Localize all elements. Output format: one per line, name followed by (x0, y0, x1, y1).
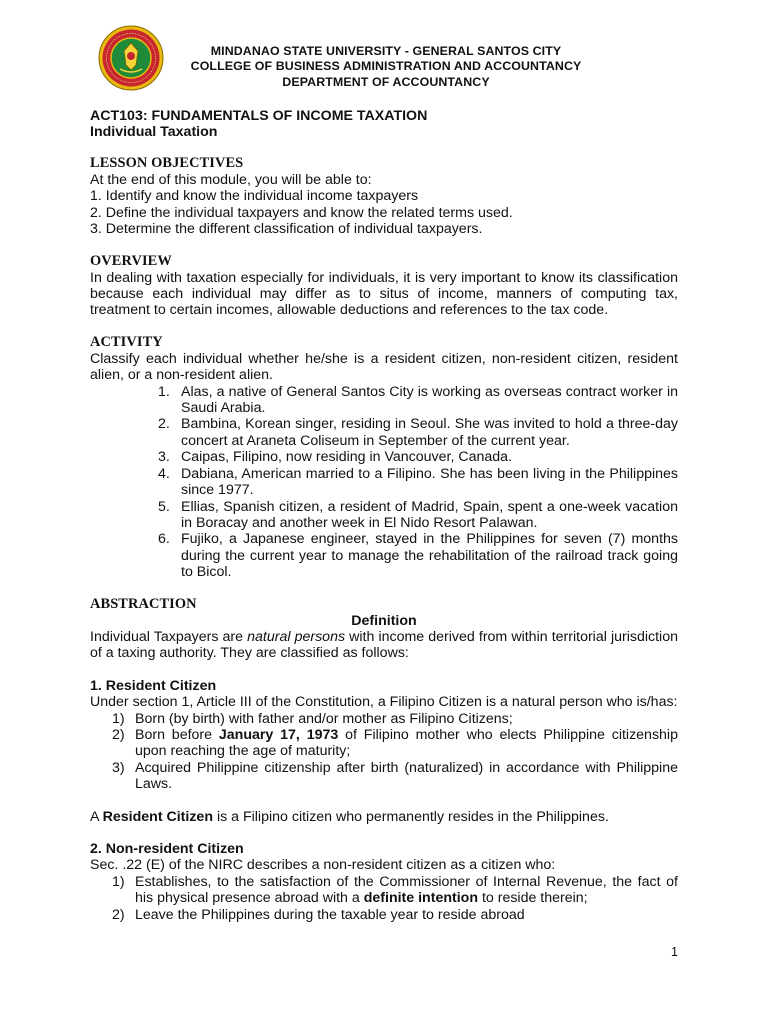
page-number: 1 (671, 945, 678, 959)
course-subtitle: Individual Taxation (90, 124, 218, 140)
activity-item: 3. Caipas, Filipino, now residing in Vancouver, Canada. (158, 449, 512, 466)
abstraction-heading: ABSTRACTION (90, 595, 197, 612)
nonresident-citizen-list (90, 874, 678, 923)
course-title: ACT103: FUNDAMENTALS OF INCOME TAXATION (90, 108, 428, 124)
resident-citizen-heading: 1. Resident Citizen (90, 677, 217, 694)
activity-list (90, 384, 678, 581)
objective-item: 3. Determine the different classification of individual taxpayers. (90, 221, 483, 238)
overview-text: In dealing with taxation especially for individuals, it is very important to know its classification because each individual may differ as to situs of income, manners of computing tax, treatment to certain incomes, allowable deductions and references to the tax code. (90, 269, 678, 319)
department-name: DEPARTMENT OF ACCOUNTANCY (282, 74, 490, 89)
list-item: 1) Born (by birth) with father and/or mother as Filipino Citizens; (112, 710, 513, 727)
resident-citizen-definition: A Resident Citizen is a Filipino citizen who permanently resides in the Philippines. (90, 808, 609, 825)
list-item: 2) Born before January 17, 1973 of Filipino mother who elects Philippine citizenship upon reaching the age of maturity; (112, 726, 678, 760)
lesson-objectives-heading: LESSON OBJECTIVES (90, 155, 244, 171)
resident-citizen-intro: Under section 1, Article III of the Constitution, a Filipino Citizen is a natural person who is/has: (90, 694, 678, 711)
activity-item: 1. Alas, a native of General Santos City is working as overseas contract worker in Saudi Arabia. (158, 383, 678, 417)
objective-item: 2. Define the individual taxpayers and know the related terms used. (90, 204, 513, 221)
university-seal-logo (98, 25, 164, 91)
list-item: 2) Leave the Philippines during the taxable year to reside abroad (112, 906, 525, 923)
college-name: COLLEGE OF BUSINESS ADMINISTRATION AND ACCOUNTANCY (190, 59, 582, 74)
objective-item: 1. Identify and know the individual income taxpayers (90, 188, 419, 205)
activity-item: 6. Fujiko, a Japanese engineer, stayed in the Philippines for seven (7) months during the current year to manage the rehabilitation of the railroad track going to Bicol. (158, 531, 678, 581)
activity-intro: Classify each individual whether he/she is a resident citizen, non-resident citizen, resident alien, or a non-resident alien. (90, 350, 678, 384)
activity-item: 5. Ellias, Spanish citizen, a resident of Madrid, Spain, spent a one-week vacation in Boracay and another week in El Nido Resort Palawan. (158, 498, 678, 531)
overview-heading: OVERVIEW (90, 252, 172, 269)
document-body (90, 108, 678, 923)
activity-item: 2. Bambina, Korean singer, residing in Seoul. She was invited to hold a three-day concert at Araneta Coliseum in September of the current year. (158, 416, 678, 449)
resident-citizen-list (90, 711, 678, 793)
list-item: 3) Acquired Philippine citizenship after birth (naturalized) in accordance with Philippine Laws. (112, 759, 678, 793)
nonresident-citizen-heading: 2. Non-resident Citizen (90, 841, 244, 857)
definition-text: Individual Taxpayers are natural persons with income derived from within territorial jurisdiction of a taxing authority. They are classified as follows: (90, 628, 678, 662)
document-header (160, 44, 612, 90)
activity-heading: ACTIVITY (90, 333, 163, 350)
university-name: MINDANAO STATE UNIVERSITY - GENERAL SANTOS CITY (210, 44, 562, 58)
objectives-intro: At the end of this module, you will be able to: (90, 172, 372, 188)
nonresident-citizen-intro: Sec. .22 (E) of the NIRC describes a non-resident citizen as a citizen who: (90, 857, 556, 874)
definition-heading: Definition (351, 612, 417, 629)
activity-item: 4. Dabiana, American married to a Filipino. She has been living in the Philippines since 1977. (158, 465, 678, 499)
list-item: 1) Establishes, to the satisfaction of the Commissioner of Internal Revenue, the fact of his physical presence abroad with a definite intention to reside therein; (112, 873, 678, 907)
